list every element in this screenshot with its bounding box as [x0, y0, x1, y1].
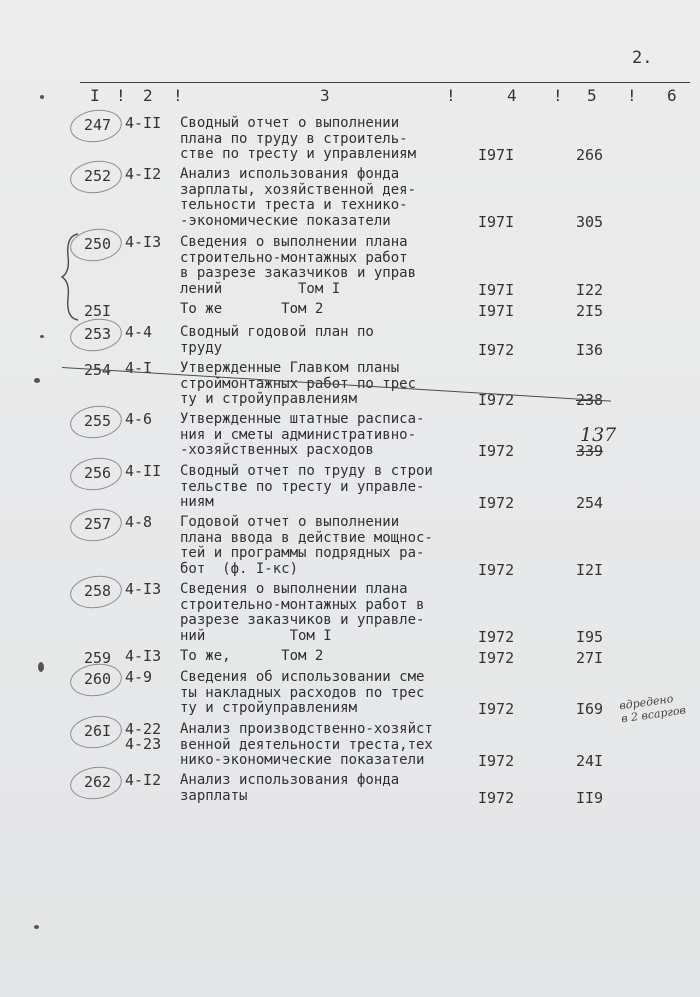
item-number: 259 [84, 649, 112, 667]
item-number: 25I [84, 302, 112, 320]
item-count: I2I [576, 561, 604, 579]
index-code: 4-I2 [125, 771, 162, 789]
index-code: 4-22 4-23 [125, 720, 162, 753]
index-code: 4-I [125, 359, 153, 377]
item-count: 266 [576, 146, 604, 164]
item-year: I97I [478, 302, 515, 320]
item-title: Сведения о выполнении плана строительно-монтажных работ в разрезе заказчиков и управле- ний Том I [180, 581, 425, 644]
item-year: I97I [478, 213, 515, 231]
item-count: 27I [576, 649, 604, 667]
page-number: 2. [632, 48, 653, 68]
index-code: 4-I3 [125, 580, 162, 598]
item-title: Годовой отчет о выполнении плана ввода в действие мощнос- тей и программы подрядных ра- бот (ф. I-кс) [180, 514, 433, 577]
item-count: 339 [576, 442, 604, 460]
header-rule [80, 82, 690, 83]
item-count: 24I [576, 752, 604, 770]
item-number: 258 [84, 582, 112, 600]
item-title: Анализ использования фонда зарплаты [180, 772, 400, 804]
item-count: 2I5 [576, 302, 604, 320]
item-year: I972 [478, 700, 515, 718]
item-title: Сведения о выполнении плана строительно-монтажных работ в разрезе заказчиков и управ лений Том I [180, 234, 417, 297]
item-title: То же, Том 2 [180, 648, 324, 664]
index-code: 4-6 [125, 410, 153, 428]
item-year: I972 [478, 752, 515, 770]
item-year: I972 [478, 442, 515, 460]
item-title: Сведения об использовании сме ты накладных расходов по трес ту и стройуправлениям [180, 669, 425, 716]
item-count: I95 [576, 628, 604, 646]
paper-speck [38, 662, 44, 672]
item-year: I972 [478, 789, 515, 807]
col-separator: ! [173, 86, 183, 105]
item-count: II9 [576, 789, 604, 807]
item-title: Анализ производственно-хозяйст венной деятельности треста,тех нико-экономические показатели [180, 721, 433, 768]
item-year: I972 [478, 341, 515, 359]
item-number: 255 [84, 412, 112, 430]
margin-note: вдредено в 2 всаргов [618, 692, 687, 726]
col-separator: ! [116, 86, 126, 105]
item-year: I97I [478, 146, 515, 164]
item-title: Утвержденные Главком планы строймонтажных работ по трес ту и стройуправлениям [180, 360, 417, 407]
item-title: Утвержденные штатные расписа- ния и сметы административно- -хозяйственных расходов [180, 411, 425, 458]
col-4-heading: 4 [507, 86, 517, 105]
item-count: 254 [576, 494, 604, 512]
item-number: 253 [84, 325, 112, 343]
item-title: То же Том 2 [180, 301, 324, 317]
handwritten-correction: 137 [580, 424, 617, 446]
item-title: Сводный годовой план по труду [180, 324, 374, 356]
col-1-heading: I [90, 86, 100, 105]
item-count: I22 [576, 281, 604, 299]
index-code: 4-I3 [125, 647, 162, 665]
index-code: 4-I3 [125, 233, 162, 251]
item-count: I36 [576, 341, 604, 359]
col-separator: ! [446, 86, 456, 105]
index-code: 4-II [125, 114, 162, 132]
item-year: I972 [478, 649, 515, 667]
item-year: I972 [478, 391, 515, 409]
item-number: 257 [84, 515, 112, 533]
col-separator: ! [553, 86, 563, 105]
item-year: I97I [478, 281, 515, 299]
paper-speck [34, 378, 40, 383]
index-code: 4-4 [125, 323, 153, 341]
index-code: 4-I2 [125, 165, 162, 183]
item-number: 247 [84, 116, 112, 134]
item-count: 305 [576, 213, 604, 231]
item-title: Анализ использования фонда зарплаты, хозяйственной дея- тельности треста и технико- -экономические показатели [180, 166, 417, 229]
col-5-heading: 5 [587, 86, 597, 105]
paper-speck [34, 925, 39, 929]
item-number: 26I [84, 722, 112, 740]
col-6-heading: 6 [667, 86, 677, 105]
item-title: Сводный отчет о выполнении плана по труду в строитель- стве по тресту и управлениям [180, 115, 417, 162]
item-year: I972 [478, 494, 515, 512]
pencil-brace [60, 232, 84, 322]
item-title: Сводный отчет по труду в строи тельстве по тресту и управле- ниям [180, 463, 433, 510]
item-number: 252 [84, 167, 112, 185]
item-number: 254 [84, 361, 112, 379]
item-year: I972 [478, 561, 515, 579]
item-count: 238 [576, 391, 604, 409]
col-2-heading: 2 [143, 86, 153, 105]
paper-speck [40, 95, 44, 99]
paper-speck [40, 335, 44, 338]
index-code: 4-9 [125, 668, 153, 686]
item-number: 260 [84, 670, 112, 688]
item-number: 262 [84, 773, 112, 791]
index-code: 4-8 [125, 513, 153, 531]
col-3-heading: 3 [320, 86, 330, 105]
item-year: I972 [478, 628, 515, 646]
col-separator: ! [627, 86, 637, 105]
item-number: 256 [84, 464, 112, 482]
index-code: 4-II [125, 462, 162, 480]
item-count: I69 [576, 700, 604, 718]
item-number: 250 [84, 235, 112, 253]
